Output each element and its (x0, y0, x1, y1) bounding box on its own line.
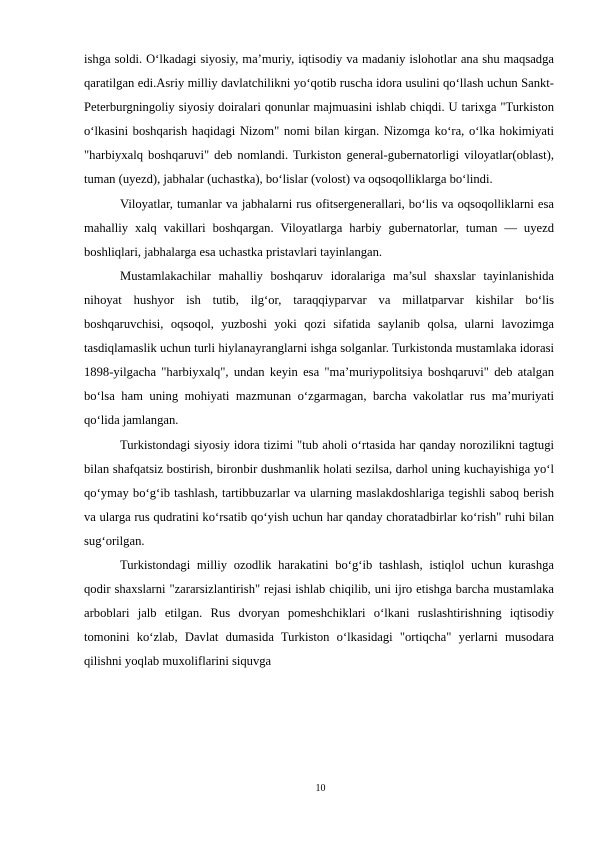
paragraph: Turkistondagi milliy ozodlik harakatini bo‘g‘ib tashlash, istiqlol uchun kurashga qodir shaxslarni "zararsizlantirish" rejasi ishlab chiqilib, uni ijro etishga barcha mustamlaka arboblari jalb etilgan. Rus dvoryan pomeshchiklari o‘lkani ruslashtirishning iqtisodiy tomonini ko‘zlab, Davlat dumasida Turkiston o‘lkasidagi "ortiqcha" yerlarni musodara qilishni yoqlab muxoliflarini siquvga (84, 557, 554, 669)
page-number: 10 (315, 783, 326, 794)
paragraph: Mustamlakachilar mahalliy boshqaruv idoralariga ma’sul shaxslar tayinlanishida nihoyat hushyor ish tutib, ilg‘or, taraqqiyparvar va millatparvar kishilar bo‘lis boshqaruvchisi, oqsoqol, yuzboshi yoki qozi sifatida saylanib qolsa, ularni lavozimga tasdiqlamaslik uchun turli hiylanayranglarni ishga solganlar. Turkistonda mustamlaka idorasi 1898-yilgacha "harbiyxalq", undan keyin esa "ma’muriypolitsiya boshqaruvi" deb atalgan bo‘lsa ham uning mohiyati mazmunan o‘zgarmagan, barcha vakolatlar rus ma’muriyati qo‘lida jamlangan. (84, 268, 554, 428)
paragraph: Turkistondagi siyosiy idora tizimi "tub aholi o‘rtasida har qanday norozilikni tagtugi bilan shafqatsiz bostirish, bironbir dushmanlik holati sezilsa, darhol uning kuchayishiga yo‘l qo‘ymay bo‘g‘ib tashlash, tartibbuzarlar va ularning maslakdoshlariga tegishli saboq berish va ularga rus qudratini ko‘rsatib qo‘yish uchun har qanday choratadbirlar ko‘rish" ruhi bilan sug‘orilgan. (84, 437, 554, 548)
paragraph: Viloyatlar, tumanlar va jabhalarni rus ofitsergenerallari, bo‘lis va oqsoqolliklarni esa mahalliy xalq vakillari boshqargan. Viloyatlarga harbiy gubernatorlar, tuman — uyezd boshliqlari, jabhalarga esa uchastka pristavlari tayinlangan. (84, 196, 554, 259)
document-body (84, 47, 554, 673)
paragraph: ishga soldi. O‘lkadagi siyosiy, ma’muriy, iqtisodiy va madaniy islohotlar ana shu maqsadga qaratilgan edi.Asriy milliy davlatchilikni yo‘qotib ruscha idora usulini qo‘llash uchun Sankt-Peterburgningoliy siyosiy doiralari qonunlar majmuasini ishlab chiqdi. U tarixga "Turkiston o‘lkasini boshqarish haqidagi Nizom" nomi bilan kirgan. Nizomga ko‘ra, o‘lka hokimiyati "harbiyxalq boshqaruvi" deb nomlandi. Turkiston general-gubernatorligi viloyatlar(oblast), tuman (uyezd), jabhalar (uchastka), bo‘lislar (volost) va oqsoqolliklarga bo‘lindi. (84, 52, 554, 187)
